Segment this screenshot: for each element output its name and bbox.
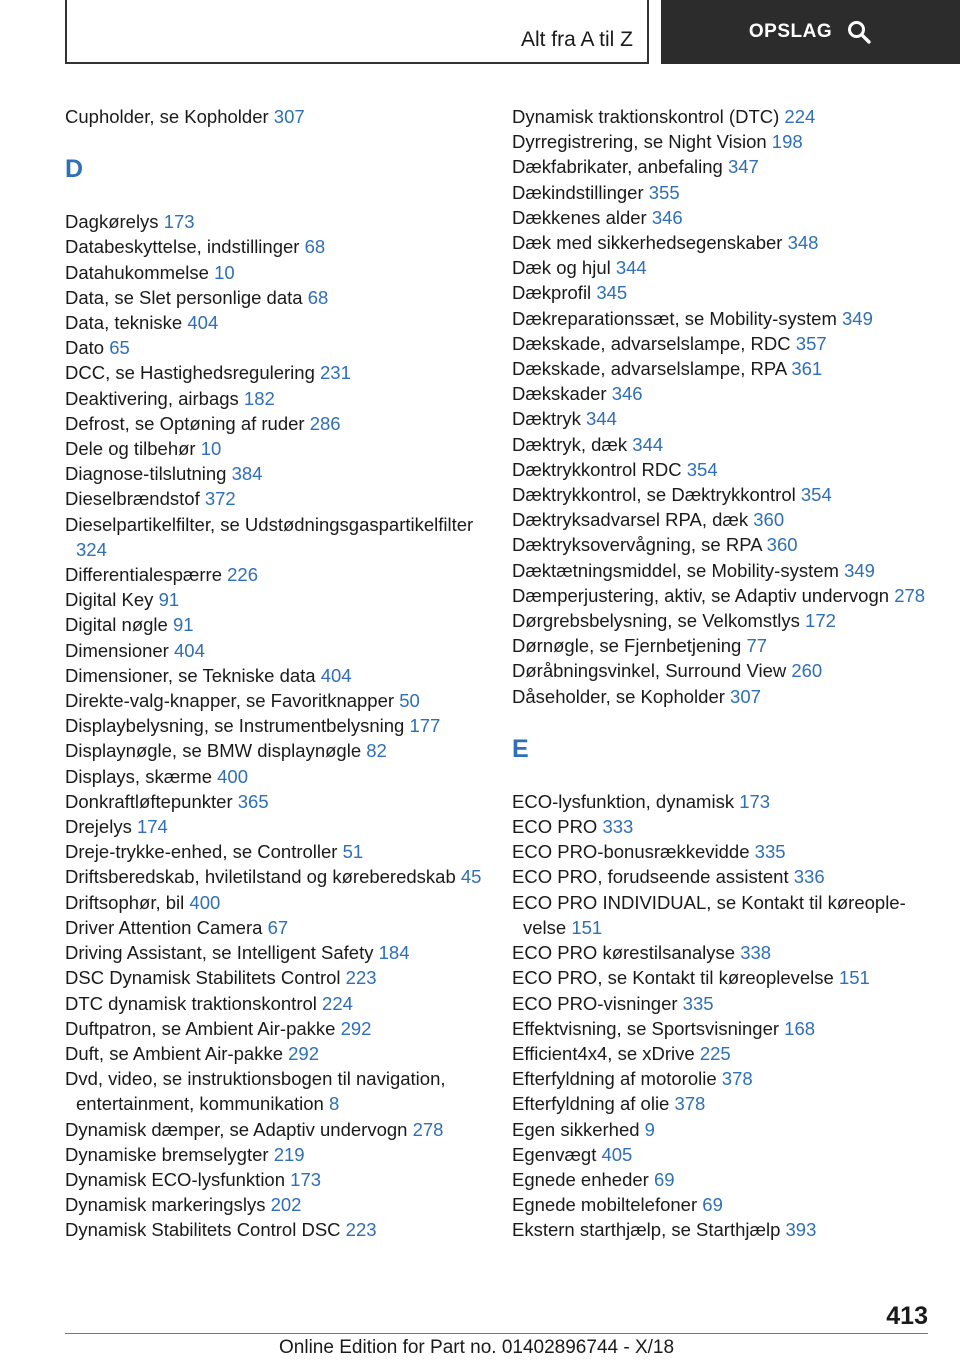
page-reference-link[interactable]: 378 — [721, 1068, 753, 1090]
page-reference-link[interactable]: 400 — [189, 891, 221, 913]
index-entry — [65, 1192, 485, 1217]
page-number: 413 — [886, 1302, 928, 1330]
index-entry — [65, 764, 485, 789]
index-entry — [512, 991, 932, 1016]
index-entry — [65, 612, 485, 637]
index-entry — [65, 814, 485, 839]
index-column-left — [65, 104, 485, 1243]
index-entry — [512, 940, 932, 965]
page-reference-link[interactable]: 9 — [644, 1118, 655, 1140]
index-term: Dækprofil — [512, 282, 592, 304]
index-entry — [512, 306, 932, 331]
index-term: Dynamisk dæmper, se Adaptiv undervogn — [65, 1118, 408, 1140]
index-term: Dæktryksadvarsel RPA, dæk — [512, 509, 749, 531]
index-entry — [512, 331, 932, 356]
index-entry — [512, 255, 932, 280]
index-term: Dækfabrikater, anbefaling — [512, 156, 723, 178]
page-reference-link[interactable]: 324 — [76, 538, 107, 560]
index-entry — [512, 230, 932, 255]
page-reference-link[interactable]: 349 — [844, 559, 875, 581]
index-entry — [65, 562, 485, 587]
section-label: Alt fra A til Z — [520, 28, 633, 51]
index-entry — [65, 486, 485, 511]
index-term: Direkte-valg-knapper, se Favoritknapper — [65, 690, 395, 712]
index-term: Duftpatron, se Ambient Air-pakke — [65, 1017, 336, 1039]
page-reference-link[interactable]: 278 — [412, 1118, 444, 1140]
page-reference-link[interactable]: 344 — [615, 257, 647, 279]
index-term: Data, tekniske — [65, 312, 183, 334]
page-reference-link[interactable]: 346 — [611, 383, 643, 405]
index-term: ECO PRO kørestilsanalyse — [512, 942, 736, 964]
page-reference-link[interactable]: 348 — [787, 232, 819, 254]
page-reference-link[interactable]: 231 — [320, 362, 351, 384]
page-reference-link[interactable]: 182 — [243, 387, 275, 409]
index-entry — [512, 558, 932, 583]
index-term: Dæmperjustering, aktiv, se Adaptiv undervogn — [512, 584, 890, 606]
page-reference-link[interactable]: 151 — [571, 916, 603, 938]
footer-divider — [65, 1333, 928, 1334]
page-reference-link[interactable]: 333 — [602, 816, 634, 838]
index-entry — [65, 940, 485, 965]
index-term: Dvd, video, se instruktionsbogen til navigation, entertainment, kommunikation — [65, 1068, 446, 1115]
index-term: Dæktrykkontrol, se Dæktrykkontrol — [512, 484, 796, 506]
page-reference-link[interactable]: 223 — [345, 1219, 377, 1241]
page-reference-link[interactable]: 404 — [187, 312, 219, 334]
page-reference-link[interactable]: 223 — [345, 967, 377, 989]
index-term: Dieselpartikelfilter, se Udstødningsgaspartikelfilter — [65, 513, 474, 535]
page-reference-link[interactable]: 345 — [596, 282, 628, 304]
index-term: Datahukommelse — [65, 261, 209, 283]
index-entry — [512, 205, 932, 230]
index-term: Databeskyttelse, indstillinger — [65, 236, 300, 258]
index-entry — [512, 532, 932, 557]
edition-footer: Online Edition for Part no. 01402896744 - X/18 — [279, 1337, 675, 1358]
index-entry — [512, 507, 932, 532]
index-entry — [512, 890, 932, 940]
index-term: Dæktrykkontrol RDC — [512, 458, 682, 480]
index-entry — [512, 864, 932, 889]
page-reference-link[interactable]: 151 — [838, 967, 870, 989]
index-term: Driftsberedskab, hviletilstand og køreberedskab — [65, 866, 456, 888]
index-term: ECO PRO-visninger — [512, 992, 678, 1014]
page-reference-link[interactable]: 172 — [805, 610, 836, 632]
index-term: DSC Dynamisk Stabilitets Control — [65, 967, 341, 989]
page-reference-link[interactable]: 173 — [163, 211, 195, 233]
index-term: Egnede mobiltelefoner — [512, 1194, 698, 1216]
index-entry — [65, 965, 485, 990]
index-entry — [65, 738, 485, 763]
index-entry — [65, 638, 485, 663]
page-reference-link[interactable]: 68 — [304, 236, 326, 258]
index-term: Efterfyldning af olie — [512, 1093, 670, 1115]
index-term: Duft, se Ambient Air-pakke — [65, 1042, 283, 1064]
page-reference-link[interactable]: 307 — [273, 106, 305, 127]
index-term: Diagnose-tilslutning — [65, 463, 227, 485]
index-term: Dækskade, advarselslampe, RPA — [512, 358, 787, 380]
index-term: Dimensioner, se Tekniske data — [65, 664, 316, 686]
page-reference-link[interactable]: 360 — [753, 509, 785, 531]
index-entry — [512, 814, 932, 839]
index-term: Displaynøgle, se BMW displaynøgle — [65, 740, 362, 762]
index-term: Dynamisk ECO-lysfunktion — [65, 1168, 286, 1190]
index-term: ECO PRO-bonusrækkevidde — [512, 841, 750, 863]
index-entry — [65, 234, 485, 259]
index-entry — [512, 406, 932, 431]
index-term: Dyrregistrering, se Night Vision — [512, 131, 767, 153]
page-reference-link[interactable]: 10 — [214, 261, 235, 283]
page-reference-link[interactable]: 10 — [200, 438, 222, 460]
index-term: Drejelys — [65, 816, 132, 838]
index-term: Dynamisk markeringslys — [65, 1194, 266, 1216]
index-entry — [512, 633, 932, 658]
index-entry — [65, 436, 485, 461]
index-term: Dæk og hjul — [512, 257, 611, 279]
page-reference-link[interactable]: 378 — [674, 1093, 706, 1115]
page-reference-link[interactable]: 344 — [632, 433, 664, 455]
page-reference-link[interactable]: 168 — [784, 1017, 816, 1039]
index-term: Driving Assistant, se Intelligent Safety — [65, 942, 374, 964]
index-entry — [65, 663, 485, 688]
index-entry — [65, 386, 485, 411]
index-term: Dynamisk Stabilitets Control DSC — [65, 1219, 341, 1241]
index-term: Dynamisk traktionskontrol (DTC) — [512, 106, 780, 127]
page-reference-link[interactable]: 177 — [409, 715, 441, 737]
index-term: Cupholder, se Kopholder — [65, 106, 269, 127]
index-entry — [65, 411, 485, 436]
index-term: Dækskader — [512, 383, 607, 405]
index-term: Efficient4x4, se xDrive — [512, 1042, 695, 1064]
letter-heading: E — [512, 734, 529, 763]
page-reference-link[interactable]: 384 — [231, 463, 263, 485]
index-entry — [512, 457, 932, 482]
index-term: Dato — [65, 337, 105, 359]
index-entry — [65, 864, 485, 889]
section-tab[interactable] — [65, 0, 649, 64]
page-reference-link[interactable]: 372 — [204, 488, 236, 510]
index-term: Driftsophør, bil — [65, 891, 185, 913]
index-entry — [65, 1142, 485, 1167]
index-term: Displays, skærme — [65, 765, 212, 787]
index-entry — [65, 915, 485, 940]
search-icon — [846, 19, 872, 45]
index-term: Dækkenes alder — [512, 206, 647, 228]
page-reference-link[interactable]: 354 — [800, 484, 832, 506]
index-entry — [512, 583, 932, 608]
page-reference-link[interactable]: 335 — [682, 992, 714, 1014]
page-reference-link[interactable]: 173 — [739, 790, 771, 812]
page-reference-link[interactable]: 198 — [771, 131, 803, 153]
index-term: Dørgrebsbelysning, se Velkomstlys — [512, 610, 800, 632]
page-reference-link[interactable]: 346 — [651, 206, 683, 228]
index-term: Dieselbrændstof — [65, 488, 200, 510]
page-reference-link[interactable]: 260 — [791, 660, 823, 682]
page-reference-link[interactable]: 338 — [740, 942, 772, 964]
page-reference-link[interactable]: 173 — [290, 1168, 322, 1190]
index-entry — [512, 356, 932, 381]
page-reference-link[interactable]: 65 — [109, 337, 130, 359]
index-term: Effektvisning, se Sportsvisninger — [512, 1017, 780, 1039]
page-reference-link[interactable]: 82 — [366, 740, 387, 762]
page-reference-link[interactable]: 393 — [785, 1219, 817, 1241]
index-entry — [65, 839, 485, 864]
index-entry — [65, 688, 485, 713]
index-term: Digital nøgle — [65, 614, 168, 636]
index-entry — [65, 1016, 485, 1041]
page-reference-link[interactable]: 286 — [309, 412, 341, 434]
index-term: Egen sikkerhed — [512, 1118, 640, 1140]
index-entry — [512, 1117, 932, 1142]
page-reference-link[interactable]: 349 — [842, 307, 873, 329]
index-entry — [65, 209, 485, 234]
index-term: ECO PRO INDIVIDUAL, se Kontakt til køreoplevelse — [512, 891, 906, 938]
index-entry — [65, 1217, 485, 1242]
page-reference-link[interactable]: 69 — [653, 1168, 675, 1190]
page-reference-link[interactable]: 224 — [784, 106, 816, 127]
index-entry — [512, 839, 932, 864]
index-term: DCC, se Hastighedsregulering — [65, 362, 315, 384]
page-reference-link[interactable]: 361 — [791, 358, 823, 380]
index-term: Dækskade, advarselslampe, RDC — [512, 332, 791, 354]
index-term: Dæktryk — [512, 408, 581, 430]
index-term: Dæktryksovervågning, se RPA — [512, 534, 762, 556]
page-reference-link[interactable]: 226 — [227, 564, 258, 586]
index-entry — [512, 1091, 932, 1116]
page-reference-link[interactable]: 69 — [702, 1194, 723, 1216]
index-term: Dynamiske bremselygter — [65, 1143, 269, 1165]
page-reference-link[interactable]: 307 — [730, 685, 761, 707]
page-reference-link[interactable]: 77 — [746, 635, 768, 657]
page-reference-link[interactable]: 344 — [586, 408, 617, 430]
index-entry — [65, 713, 485, 738]
index-entry — [512, 432, 932, 457]
page-reference-link[interactable]: 91 — [172, 614, 194, 636]
index-term: Digital Key — [65, 589, 154, 611]
index-entry — [65, 512, 485, 562]
index-entry — [512, 180, 932, 205]
lookup-button-label: OPSLAG — [748, 21, 833, 42]
index-entry — [512, 1192, 932, 1217]
page-reference-link[interactable]: 219 — [273, 1143, 305, 1165]
page-reference-link[interactable]: 224 — [322, 992, 353, 1014]
page-reference-link[interactable]: 184 — [378, 942, 410, 964]
index-entry — [65, 991, 485, 1016]
page-reference-link[interactable]: 202 — [270, 1194, 302, 1216]
page-reference-link[interactable]: 292 — [288, 1042, 320, 1064]
page-reference-link[interactable]: 335 — [754, 841, 786, 863]
page-reference-link[interactable]: 278 — [894, 584, 926, 606]
page-reference-link[interactable]: 292 — [340, 1017, 372, 1039]
index-entry — [512, 154, 932, 179]
index-entry — [65, 461, 485, 486]
index-term: Dørnøgle, se Fjernbetjening — [512, 635, 742, 657]
index-term: Efterfyldning af motorolie — [512, 1068, 717, 1090]
page-reference-link[interactable]: 67 — [267, 916, 289, 938]
index-term: Dæktætningsmiddel, se Mobility-system — [512, 559, 839, 581]
index-entry — [512, 104, 932, 129]
index-term: Donkraftløftepunkter — [65, 790, 233, 812]
page-reference-link[interactable]: 51 — [342, 841, 364, 863]
page-reference-link[interactable]: 365 — [237, 790, 269, 812]
index-term: Dreje-trykke-enhed, se Controller — [65, 841, 338, 863]
index-entry — [65, 335, 485, 360]
page-reference-link[interactable]: 336 — [793, 866, 825, 888]
index-entry — [512, 965, 932, 990]
index-entry — [512, 789, 932, 814]
index-term: Deaktivering, airbags — [65, 387, 239, 409]
index-entry — [512, 482, 932, 507]
index-term: Defrost, se Optøning af ruder — [65, 412, 305, 434]
index-column-right — [512, 104, 932, 1243]
index-entry — [65, 310, 485, 335]
page-reference-link[interactable]: 174 — [136, 816, 168, 838]
index-term: Displaybelysning, se Instrumentbelysning — [65, 715, 405, 737]
page-reference-link[interactable]: 405 — [601, 1143, 633, 1165]
index-term: Døråbningsvinkel, Surround View — [512, 660, 787, 682]
index-term: Dæktryk, dæk — [512, 433, 628, 455]
lookup-button[interactable] — [661, 0, 960, 64]
page-reference-link[interactable]: 68 — [307, 286, 329, 308]
index-term: Egnede enheder — [512, 1168, 649, 1190]
letter-heading: D — [65, 155, 84, 184]
page-reference-link[interactable]: 400 — [217, 765, 249, 787]
index-entry — [512, 608, 932, 633]
page-reference-link[interactable]: 360 — [766, 534, 798, 556]
index-term: Dåseholder, se Kopholder — [512, 685, 725, 707]
index-term: Data, se Slet personlige data — [65, 286, 303, 308]
index-entry — [65, 285, 485, 310]
page-reference-link[interactable]: 91 — [158, 589, 180, 611]
index-entry — [65, 587, 485, 612]
index-entry — [65, 1117, 485, 1142]
index-term: Dele og tilbehør — [65, 438, 196, 460]
page-reference-link[interactable]: 45 — [460, 866, 482, 888]
index-term: Dæk med sikkerhedsegenskaber — [512, 232, 783, 254]
index-entry — [512, 1016, 932, 1041]
index-entry — [512, 1217, 932, 1242]
index-term: Egenvægt — [512, 1143, 597, 1165]
index-entry — [65, 260, 485, 285]
index-entry — [65, 1066, 485, 1116]
index-entry — [512, 1167, 932, 1192]
index-entry — [65, 1167, 485, 1192]
index-term: Differentialespærre — [65, 564, 222, 586]
page-reference-link[interactable]: 404 — [320, 664, 352, 686]
index-term: Ekstern starthjælp, se Starthjælp — [512, 1219, 781, 1241]
index-entry — [65, 1041, 485, 1066]
index-entry — [512, 1041, 932, 1066]
index-term: ECO-lysfunktion, dynamisk — [512, 790, 735, 812]
index-entry — [512, 1142, 932, 1167]
index-entry — [512, 684, 932, 709]
index-entry — [65, 789, 485, 814]
page-reference-link[interactable]: 354 — [686, 458, 718, 480]
index-entry — [512, 129, 932, 154]
page-reference-link[interactable]: 357 — [795, 332, 827, 354]
index-term: Dækreparationssæt, se Mobility-system — [512, 307, 837, 329]
index-entry — [512, 280, 932, 305]
page-reference-link[interactable]: 347 — [727, 156, 759, 178]
index-entry — [65, 104, 485, 129]
index-entry — [512, 1066, 932, 1091]
page-reference-link[interactable]: 404 — [174, 639, 205, 661]
page-reference-link[interactable]: 225 — [699, 1042, 731, 1064]
index-entry — [65, 360, 485, 385]
index-entry — [512, 381, 932, 406]
page-reference-link[interactable]: 355 — [648, 181, 680, 203]
index-entry — [65, 890, 485, 915]
index-entry — [512, 658, 932, 683]
page-reference-link[interactable]: 50 — [399, 690, 420, 712]
index-term: Dagkørelys — [65, 211, 159, 233]
index-term: Driver Attention Camera — [65, 916, 263, 938]
index-term: Dimensioner — [65, 639, 169, 661]
page-reference-link[interactable]: 8 — [328, 1093, 340, 1115]
index-term: ECO PRO, se Kontakt til køreoplevelse — [512, 967, 834, 989]
index-term: ECO PRO — [512, 816, 598, 838]
index-term: DTC dynamisk traktionskontrol — [65, 992, 317, 1014]
index-term: Dækindstillinger — [512, 181, 644, 203]
index-term: ECO PRO, forudseende assistent — [512, 866, 789, 888]
